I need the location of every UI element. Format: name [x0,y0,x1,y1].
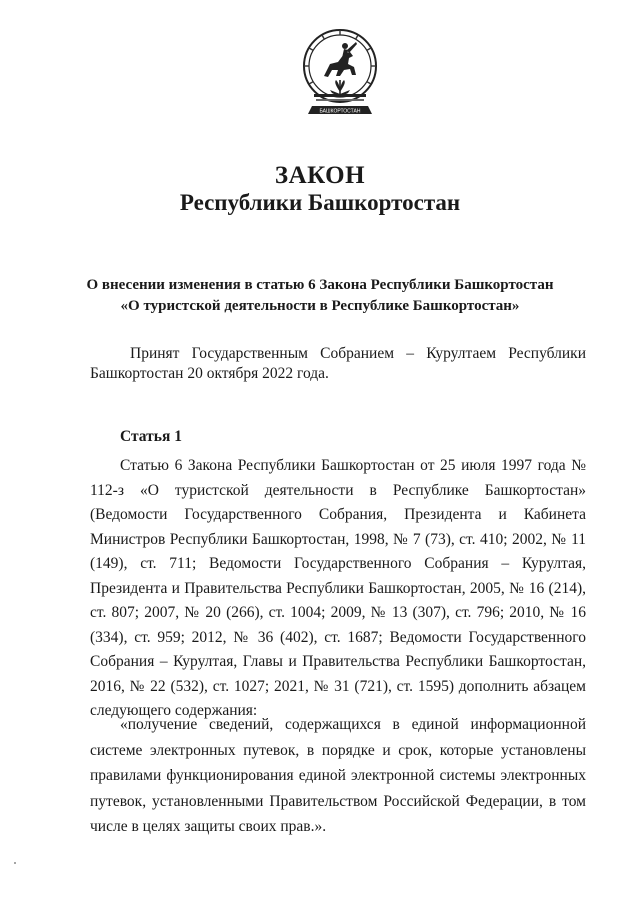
adoption-statement: Принят Государственным Собранием – Курултаем Республики Башкортостан 20 октября 2022 года. [90,345,586,382]
emblem-ribbon-text: БАШКОРТОСТАН [319,108,361,115]
law-subject [0,275,640,317]
law-subject-line-2: «О туристской деятельности в Республике Башкортостан» [120,298,520,314]
coat-of-arms-icon [300,20,380,126]
law-subtitle: Республики Башкортостан [179,190,461,215]
article-body: Статью 6 Закона Республики Башкортостан от 25 июля 1997 года № 112-з «О туристской деятельности в Республике Башкортостан» (Ведомости Государственного Собрания, Президента и Кабинета Министров Республики Башкортостан, 1998, № 7 (73), ст. 410; 2002, № 11 (149), ст. 711; Ведомости Государственного Собрания – Курултая, Президента и Правительства Республики Башкортостан, 2005, № 16 (214), ст. 807; 2007, № 20 (266), ст. 1004; 2009, № 13 (307), ст. 796; 2010, № 16 (334), ст. 959; 2012, № 36 (402), ст. 1687; Ведомости Государственного Собрания – Курултая, Главы и Правительства Республики Башкортостан, 2016, № 22 (532), ст. 1027; 2021, № 31 (721), ст. 1595) дополнить абзацем следующего содержания: [90,457,586,719]
article-heading: Статья 1 [120,428,182,445]
quoted-paragraph: «получение сведений, содержащихся в единой информационной системе электронных путевок, в порядке и срок, которые установлены правилами функционирования единой электронной системы электронных путевок, установленными Правительством Российской Федерации, в том числе в целях защиты своих прав.». [90,716,586,835]
law-subject-line-1: О внесении изменения в статью 6 Закона Республики Башкортостан [86,277,554,293]
law-title: ЗАКОН [274,162,366,189]
scan-mark [14,862,16,864]
